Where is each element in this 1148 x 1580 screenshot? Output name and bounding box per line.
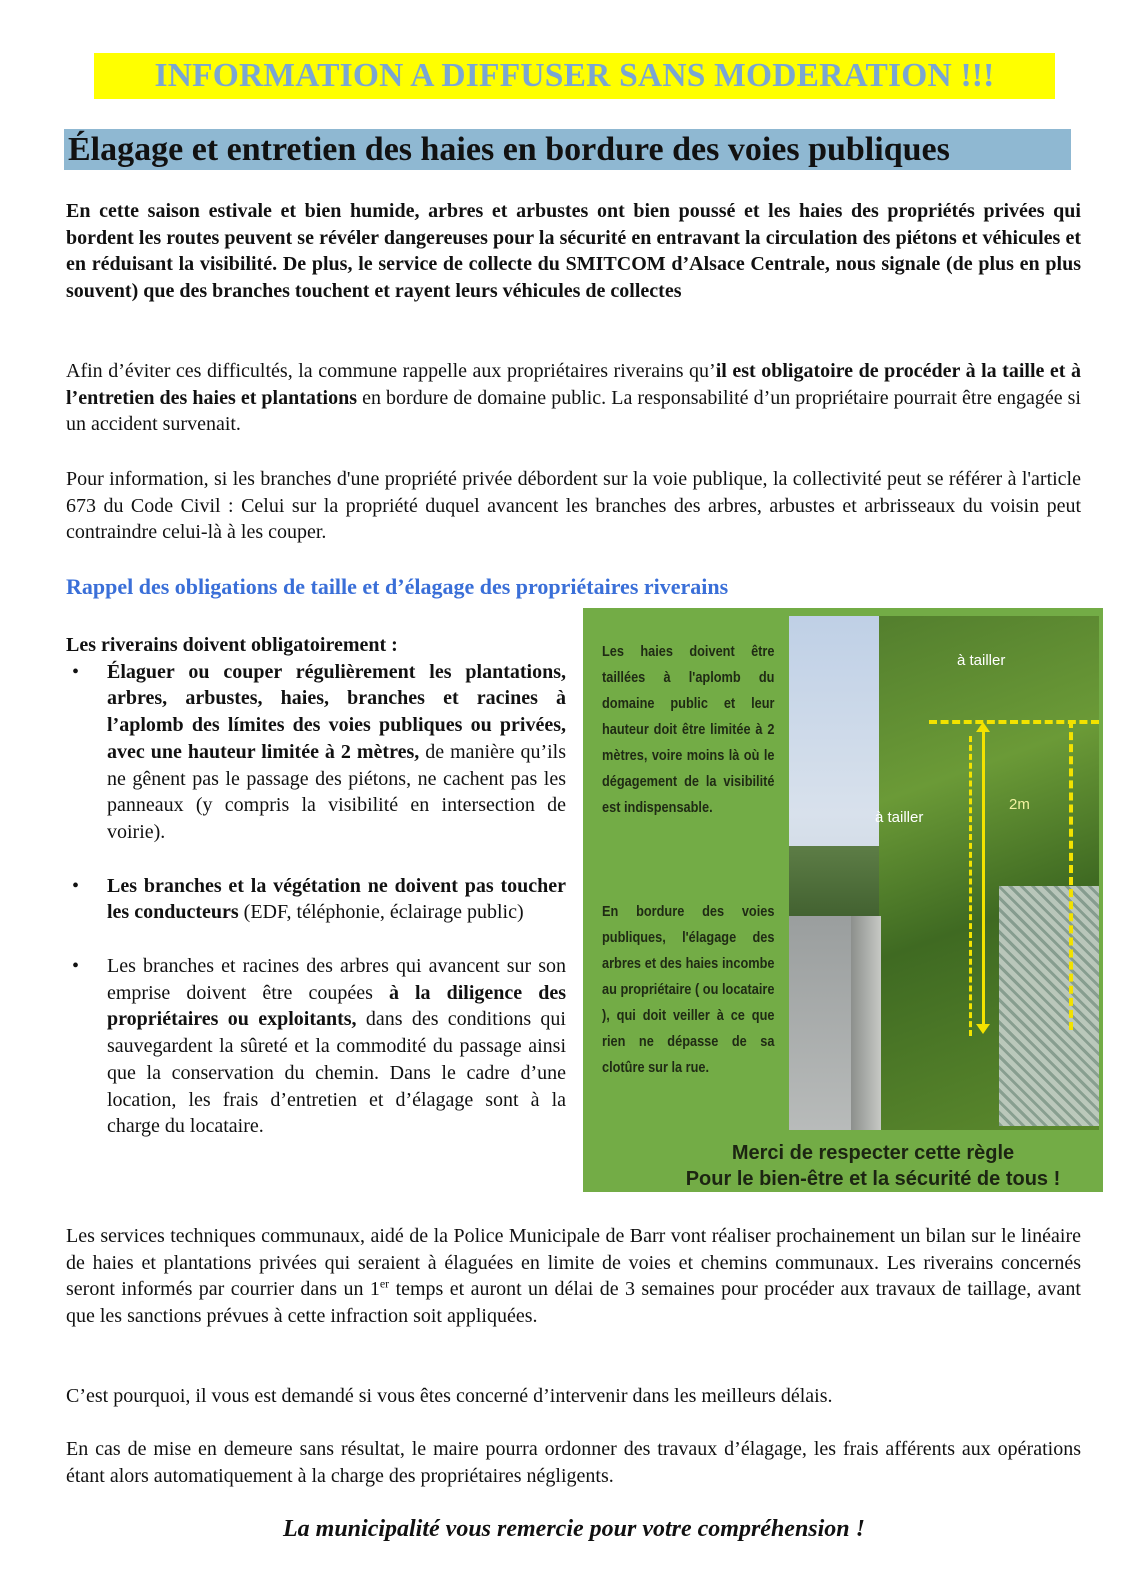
obligation-paragraph bbox=[66, 358, 1081, 438]
trim-label-side: à tailler bbox=[875, 809, 924, 826]
list-item bbox=[66, 873, 566, 926]
trim-line-vertical bbox=[1069, 720, 1073, 1030]
trim-label-top: à tailler bbox=[957, 652, 1006, 669]
height-arrow-icon bbox=[982, 728, 985, 1028]
list-item-text: dans des conditions qui sauvegardent la sûreté et la commodité du passage ainsi que la conservation du chemin. Dans le cadre d’une location, les frais d’entretien et d’élagage sont à la charge du locataire. bbox=[107, 1008, 566, 1138]
fence bbox=[999, 886, 1099, 1126]
list-item-bold: Les branches et la végétation ne doivent pas toucher les conducteurs bbox=[107, 874, 566, 924]
bullet-icon: • bbox=[72, 955, 80, 978]
list-item-text: Les branches et racines des arbres qui avancent sur son emprise doivent être coupées bbox=[107, 955, 566, 1004]
ordinal-superscript: er bbox=[379, 1276, 390, 1291]
obligation-text-a: Afin d’éviter ces difficultés, la commune rappelle aux propriétaires riverains qu’ bbox=[66, 360, 716, 382]
list-heading: Les riverains doivent obligatoirement : bbox=[66, 634, 398, 656]
intro-paragraph: En cette saison estivale et bien humide, arbres et arbustes ont bien poussé et les haies des propriétés privées qui bordent les routes peuvent se révéler dangereuses pour la sécurité en entravant la circulation des piétons et véhicules et en réduisant la visibilité. De plus, le service de collecte du SMITCOM d’Alsace Centrale, nous signale (de plus en plus souvent) que des branches touchent et rayent leurs véhicules de collectes bbox=[66, 200, 1081, 302]
poster-text-top: Les haies doivent être taillées à l'aplomb du domaine public et leur hauteur doit être limitée à 2 mètres, voire moins là où le dégagement de la visibilité est indispensable. bbox=[602, 644, 775, 816]
inspection-text-a: Les services techniques communaux, aidé de la Police Municipale de Barr vont réaliser prochainement un bilan sur le linéaire de haies et plantations privées qui seraient à élaguées en limite de voies et chemins communaux. Les riverains concernés seront informés par courrier dans un 1 bbox=[66, 1225, 1081, 1300]
bullet-icon: • bbox=[72, 660, 80, 683]
list-item bbox=[66, 659, 566, 846]
banner-heading: INFORMATION A DIFFUSER SANS MODERATION !!! bbox=[94, 53, 1055, 99]
inspection-paragraph bbox=[66, 1223, 1081, 1329]
list-item-bold: à la diligence des propriétaires ou exploitants, bbox=[107, 981, 567, 1031]
list-item bbox=[66, 953, 566, 1140]
poster-text-bottom: En bordure des voies publiques, l'élagage des arbres et des haies incombe au propriétaire ( ou locataire ), qui doit veiller à ce que rien ne dépasse de sa clotûre sur la rue. bbox=[602, 904, 775, 1076]
trim-line-horizontal bbox=[929, 720, 1099, 724]
closing-line: La municipalité vous remercie pour votre compréhension ! bbox=[283, 1516, 865, 1542]
poster-thanks-line1: Merci de respecter cette règle bbox=[731, 1142, 1015, 1164]
distant-trees bbox=[789, 846, 879, 926]
section-heading: Rappel des obligations de taille et d’élagage des propriétaires riverains bbox=[66, 574, 729, 599]
request-paragraph: C’est pourquoi, il vous est demandé si vous êtes concerné d’intervenir dans les meilleurs délais. bbox=[66, 1385, 833, 1407]
hedge-photo bbox=[789, 616, 1099, 1130]
list-item-text: (EDF, téléphonie, éclairage public) bbox=[238, 901, 524, 924]
inspection-text-b: temps et auront un délai de 3 semaines pour procéder aux travaux de taillage, avant que les sanctions prévues à cette infraction soit appliquées. bbox=[66, 1278, 1081, 1327]
obligations-list bbox=[66, 632, 566, 1140]
height-label: 2m bbox=[1009, 796, 1030, 813]
obligation-text-c: en bordure de domaine public. La responsabilité d’un propriétaire pourrait être engagée si un accident survenait. bbox=[66, 386, 1081, 435]
civil-code-paragraph: Pour information, si les branches d'une propriété privée débordent sur la voie publique, la collectivité peut se référer à l'article 673 du Code Civil : Celui sur la propriété duquel avancent les branches des arbres, arbustes et arbrisseaux du voisin peut contraindre celui-là à les couper. bbox=[66, 468, 1081, 543]
obligation-text-bold: il est obligatoire de procéder à la taille et à l’entretien des haies et plantations bbox=[66, 360, 1081, 409]
trim-line-side bbox=[969, 736, 972, 1036]
hedge-poster-image bbox=[583, 608, 1103, 1192]
enforcement-paragraph: En cas de mise en demeure sans résultat, le maire pourra ordonner des travaux d’élagage, les frais afférents aux opérations étant alors automatiquement à la charge des propriétaires négligents. bbox=[66, 1438, 1081, 1487]
sidewalk-curb bbox=[851, 916, 881, 1130]
list-item-bold: Élaguer ou couper régulièrement les plantations, arbres, arbustes, haies, branches et racines à l’aplomb des límites des voies publiques ou privées, avec une hauteur limitée à 2 mètres, bbox=[107, 660, 566, 763]
poster-thanks-line2: Pour le bien-être et la sécurité de tous ! bbox=[685, 1168, 1061, 1190]
bullet-icon: • bbox=[72, 874, 80, 897]
list-item-text: de manière qu’ils ne gênent pas le passage des piétons, ne cachent pas les panneaux (y compris la visibilité en intersection de voirie). bbox=[107, 740, 566, 843]
page-title: Élagage et entretien des haies en bordure des voies publiques bbox=[64, 129, 1071, 170]
